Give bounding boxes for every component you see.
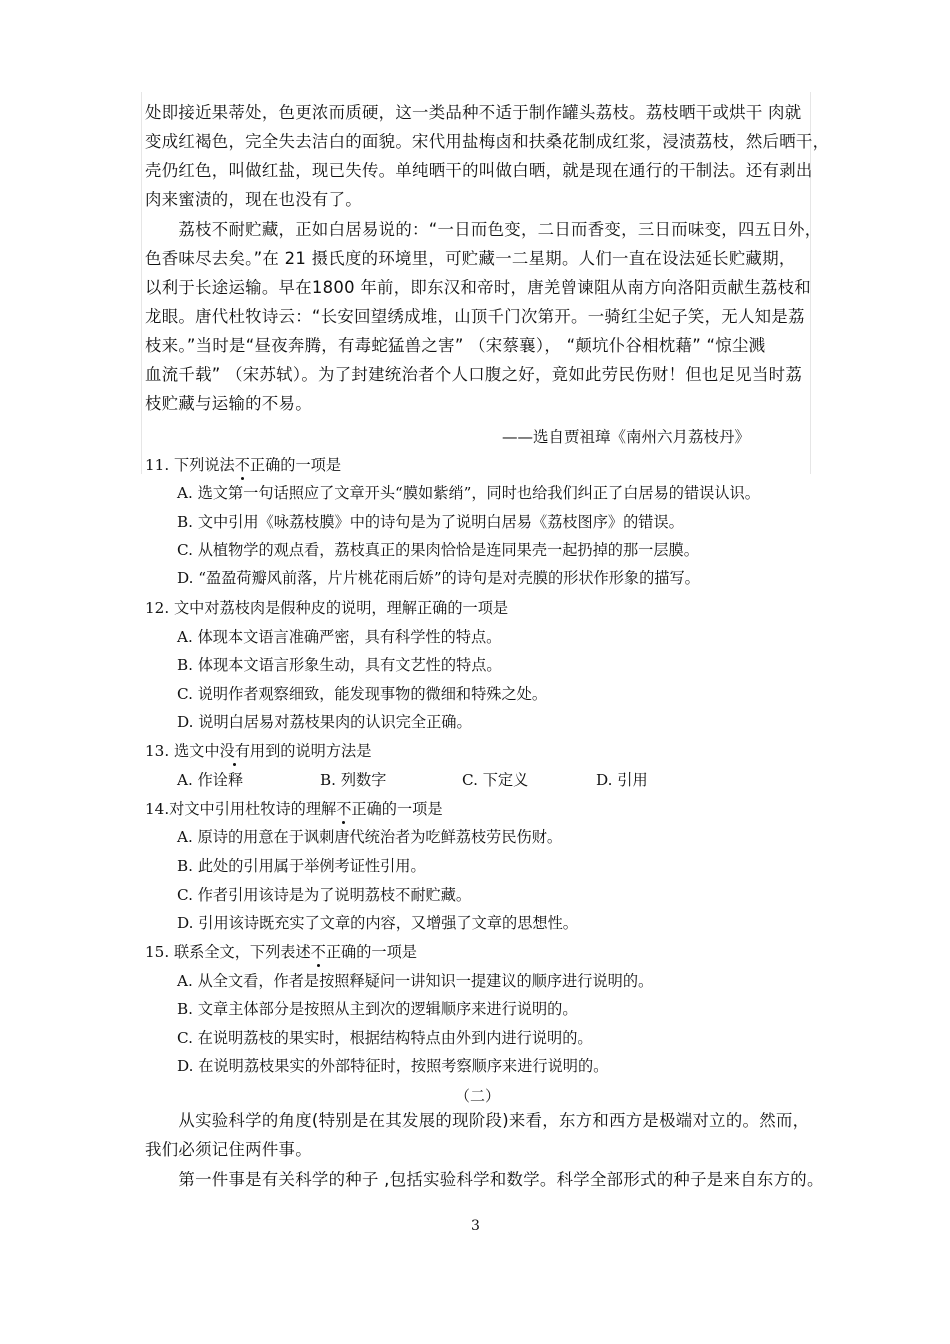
question-15-option-c: C. 在说明荔枝的果实时，根据结构特点由外到内进行说明的。: [177, 1029, 593, 1047]
question-14-option-a: A. 原诗的用意在于讽刺唐代统治者为吃鲜荔枝劳民伤财。: [177, 828, 563, 846]
section-heading: （二）: [455, 1087, 501, 1105]
question-15-title: [145, 941, 417, 962]
question-text: 正确的一项是: [249, 456, 342, 474]
question-13-title: [145, 740, 371, 761]
question-15-option-b: B. 文章主体部分是按照从主到次的逻辑顺序来进行说明的。: [177, 1000, 578, 1018]
question-13-option-a: A. 作诠释: [177, 771, 244, 789]
question-12-option-c: C. 说明作者观察细致，能发现事物的微细和特殊之处。: [177, 685, 548, 703]
question-12-option-a: A. 体现本文语言准确严密，具有科学性的特点。: [177, 628, 502, 646]
passage-line: 以利于长途运输。早在1800 年前，即东汉和帝时，唐羌曾谏阻从南方向洛阳贡献生荔枝和: [145, 278, 811, 297]
question-text: 正确的一项是: [351, 800, 443, 818]
emphasis-mark: 不: [310, 943, 326, 961]
question-11-option-c: C. 从植物学的观点看，荔枝真正的果肉恰恰是连同果壳一起扔掉的那一层膜。: [177, 541, 699, 559]
page-number: 3: [471, 1218, 480, 1234]
question-15-option-a: A. 从全文看，作者是按照释疑问一讲知识一提建议的顺序进行说明的。: [177, 972, 654, 990]
passage-source: ——选自贾祖璋《南州六月荔枝丹》: [502, 428, 751, 446]
question-15-option-d: D. 在说明荔枝果实的外部特征时，按照考察顺序来进行说明的。: [177, 1057, 609, 1075]
passage-line: 枝来。”当时是“昼夜奔腾，有毒蛇猛兽之害” （宋蔡襄）， “颠坑仆谷相枕藉” “惊尘溅: [145, 336, 766, 355]
question-11-option-b: B. 文中引用《咏荔枝膜》中的诗句是为了说明白居易《荔枝图序》的错误。: [177, 513, 684, 531]
passage-line: 肉来蜜渍的，现在也没有了。: [145, 190, 362, 209]
question-12-option-d: D. 说明白居易对荔枝果肉的认识完全正确。: [177, 713, 472, 731]
emphasis-mark: 没有: [219, 742, 250, 760]
section-2-line: 第一件事是有关科学的种子 ,包括实验科学和数学。科学全部形式的种子是来自东方的。: [145, 1170, 824, 1189]
passage-line: 色香味尽去矣。”在 21 摄氏度的环境里，可贮藏一二星期。人们一直在设法延长贮藏期，: [145, 249, 796, 268]
question-text: 用到的说明方法是: [249, 742, 372, 760]
passage-line: 处即接近果蒂处，色更浓而质硬，这一类品种不适于制作罐头荔枝。荔枝晒干或烘干 肉就: [145, 103, 802, 122]
emphasis-mark: 不: [336, 800, 352, 818]
passage-line: 壳仍红色，叫做红盐，现已失传。单纯晒干的叫做白晒，就是现在通行的干制法。还有剥出: [145, 161, 813, 180]
question-12-title: 12. 文中对荔枝肉是假种皮的说明，理解正确的一项是: [145, 599, 509, 617]
question-text: 15. 联系全文，下列表述: [145, 943, 311, 961]
passage-line: 荔枝不耐贮藏，正如白居易说的：“一日而色变，二日而香变，三日而味变，四五日外，: [145, 220, 822, 239]
passage-line: 枝贮藏与运输的不易。: [145, 394, 312, 413]
section-2-line: 我们必须记住两件事。: [145, 1140, 312, 1159]
section-2-line: 从实验科学的角度(特别是在其发展的现阶段)来看，东方和西方是极端对立的。然而，: [145, 1111, 810, 1130]
question-13-option-c: C. 下定义: [462, 771, 529, 789]
question-11-title: [145, 454, 341, 475]
question-14-option-b: B. 此处的引用属于举例考证性引用。: [177, 857, 426, 875]
question-11-option-d: D. “盈盈荷瓣风前落，片片桃花雨后娇”的诗句是对壳膜的形状作形象的描写。: [177, 569, 700, 587]
question-13-option-b: B. 列数字: [320, 771, 387, 789]
question-14-option-c: C. 作者引用该诗是为了说明荔枝不耐贮藏。: [177, 886, 472, 904]
question-11-option-a: A. 选文第一句话照应了文章开头“膜如紫绡”，同时也给我们纠正了白居易的错误认识。: [177, 484, 760, 502]
question-text: 13. 选文中: [145, 742, 220, 760]
passage-line: 龙眼。唐代杜牧诗云：“长安回望绣成堆，山顶千门次第开。一骑红尘妃子笑，无人知是荔: [145, 307, 805, 326]
question-text: 正确的一项是: [325, 943, 417, 961]
question-text: 11. 下列说法: [145, 456, 235, 474]
question-12-option-b: B. 体现本文语言形象生动，具有文艺性的特点。: [177, 656, 502, 674]
question-14-option-d: D. 引用该诗既充实了文章的内容，又增强了文章的思想性。: [177, 914, 578, 932]
passage-line: 变成红褐色，完全失去洁白的面貌。宋代用盐梅卤和扶桑花制成红浆，浸渍荔枝，然后晒干，: [145, 132, 830, 151]
emphasis-mark: 不: [234, 456, 250, 474]
passage-line: 血流千载” （宋苏轼）。为了封建统治者个人口腹之好，竟如此劳民伤财！但也足见当时荔: [145, 365, 803, 384]
question-14-title: [145, 798, 443, 819]
question-13-option-d: D. 引用: [596, 771, 648, 789]
question-text: 14.对文中引用杜牧诗的理解: [145, 800, 337, 818]
